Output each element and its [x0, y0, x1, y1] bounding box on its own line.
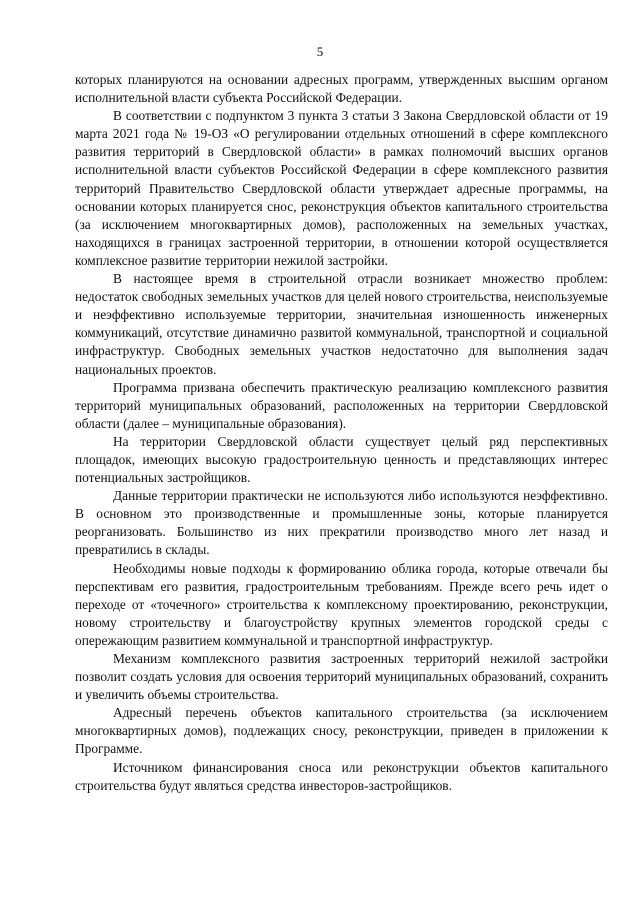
paragraph: Программа призвана обеспечить практическую реализацию комплексного развития территорий муниципальных образований, расположенных на территории Свердловской области (далее – муниципальные образования).: [75, 379, 608, 431]
paragraph-continued: которых планируются на основании адресных программ, утвержденных высшим органом исполнительной власти субъекта Российской Федерации.: [75, 72, 608, 106]
paragraph: Необходимы новые подходы к формированию облика города, которые отвечали бы перспективам его развития, градостроительным требованиям. Прежде всего речь идет о переходе от «точечного» строительства к комплексному проектированию, реконструкции, новому строительству и благоустройству крупных элементов городской среды с опережающим развитием коммунальной и транспортной инфраструктур.: [75, 560, 608, 648]
page-number: 5: [316, 44, 324, 59]
paragraph: На территории Свердловской области существует целый ряд перспективных площадок, имеющих высокую градостроительную ценность и представляющих интерес потенциальных застройщиков.: [75, 433, 608, 486]
paragraph: Источником финансирования сноса или реконструкции объектов капитального строительства будут являться средства инвесторов-застройщиков.: [75, 759, 608, 793]
paragraph: Механизм комплексного развития застроенных территорий нежилой застройки позволит создать условия для освоения территорий муниципальных образований, сохранить и увеличить объемы строительства.: [75, 651, 608, 703]
document-body: [75, 71, 608, 795]
paragraph: Адресный перечень объектов капитального строительства (за исключением многоквартирных домов), подлежащих сносу, реконструкции, приведен в приложении к Программе.: [75, 705, 608, 757]
paragraph: В настоящее время в строительной отрасли возникает множество проблем: недостаток свободных земельных участков для целей нового строительства, неиспользуемые и неэффективно используемые территории, значительная изношенность инженерных коммуникаций, отсутствие динамично развитой коммунальной, транспортной и социальной инфраструктур. Свободных земельных участков недостаточно для выполнения задач национальных проектов.: [75, 271, 608, 377]
paragraph: В соответствии с подпунктом 3 пункта 3 статьи 3 Закона Свердловской области от 19 марта 2021 года № 19-ОЗ «О регулировании отдельных отношений в сфере комплексного развития территорий в Свердловской области» в рамках полномочий высших органов исполнительной власти субъектов Российской Федерации в сфере комплексного развития территорий Правительство Свердловской области утверждает адресные программы, на основании которых планируется снос, реконструкция объектов капитального строительства (за исключением многоквартирных домов), расположенных на земельных участках, находящихся в границах застроенной территории, в отношении которой осуществляется комплексное развитие территории нежилой застройки.: [75, 108, 608, 268]
paragraph: Данные территории практически не используются либо используются неэффективно. В основном это производственные и промышленные зоны, которые планируется реорганизовать. Большинство из них прекратили производство много лет назад и превратились в склады.: [75, 488, 608, 558]
